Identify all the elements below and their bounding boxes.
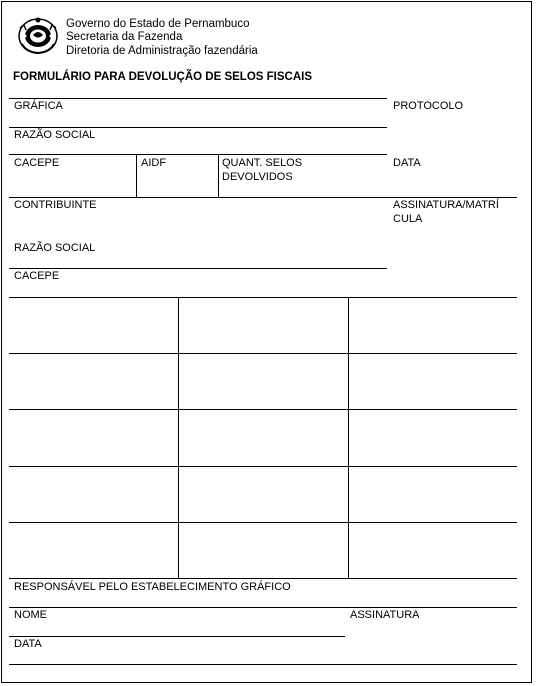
grid-column-line — [348, 297, 349, 578]
divider — [9, 98, 387, 99]
divider — [9, 127, 387, 128]
divider — [9, 664, 517, 665]
label-quant-selos: QUANT. SELOS — [222, 157, 303, 169]
header-secretariat: Secretaria da Fazenda — [66, 31, 183, 43]
grid-line — [9, 578, 517, 579]
grid-line — [9, 297, 517, 298]
column-divider — [136, 154, 137, 197]
header-government: Governo do Estado de Pernambuco — [66, 18, 250, 30]
label-grafica: GRÁFICA — [14, 100, 63, 112]
divider — [9, 636, 345, 637]
label-responsavel: RESPONSÁVEL PELO ESTABELECIMENTO GRÁFICO — [14, 581, 291, 593]
header-directorate: Diretoria de Administração fazendária — [66, 45, 258, 57]
divider — [9, 607, 517, 608]
divider — [9, 154, 387, 155]
coat-of-arms-icon — [16, 16, 60, 56]
label-assinatura-matricula-cont: CULA — [393, 213, 423, 225]
label-cacepe-contribuinte: CACEPE — [14, 270, 60, 282]
label-cacepe: CACEPE — [14, 157, 60, 169]
label-data: DATA — [393, 157, 421, 169]
grid-line — [9, 409, 517, 410]
label-aidf: AIDF — [141, 157, 167, 169]
label-contribuinte: CONTRIBUINTE — [14, 199, 97, 211]
label-protocolo: PROTOCOLO — [393, 100, 464, 112]
label-assinatura: ASSINATURA — [350, 609, 420, 621]
label-devolvidos: DEVOLVIDOS — [222, 171, 293, 183]
label-razao-social: RAZÃO SOCIAL — [14, 129, 96, 141]
label-data-responsavel: DATA — [14, 638, 42, 650]
form-title: FORMULÁRIO PARA DEVOLUÇÃO DE SELOS FISCAIS — [13, 71, 313, 83]
label-assinatura-matricula: ASSINATURA/MATRÍ — [393, 199, 499, 211]
label-razao-social-contribuinte: RAZÃO SOCIAL — [14, 242, 96, 254]
divider — [9, 268, 387, 269]
grid-line — [9, 353, 517, 354]
grid-line — [9, 522, 517, 523]
grid-line — [9, 466, 517, 467]
column-divider — [218, 154, 219, 197]
label-nome: NOME — [14, 609, 47, 621]
divider — [9, 197, 517, 198]
grid-column-line — [178, 297, 179, 578]
